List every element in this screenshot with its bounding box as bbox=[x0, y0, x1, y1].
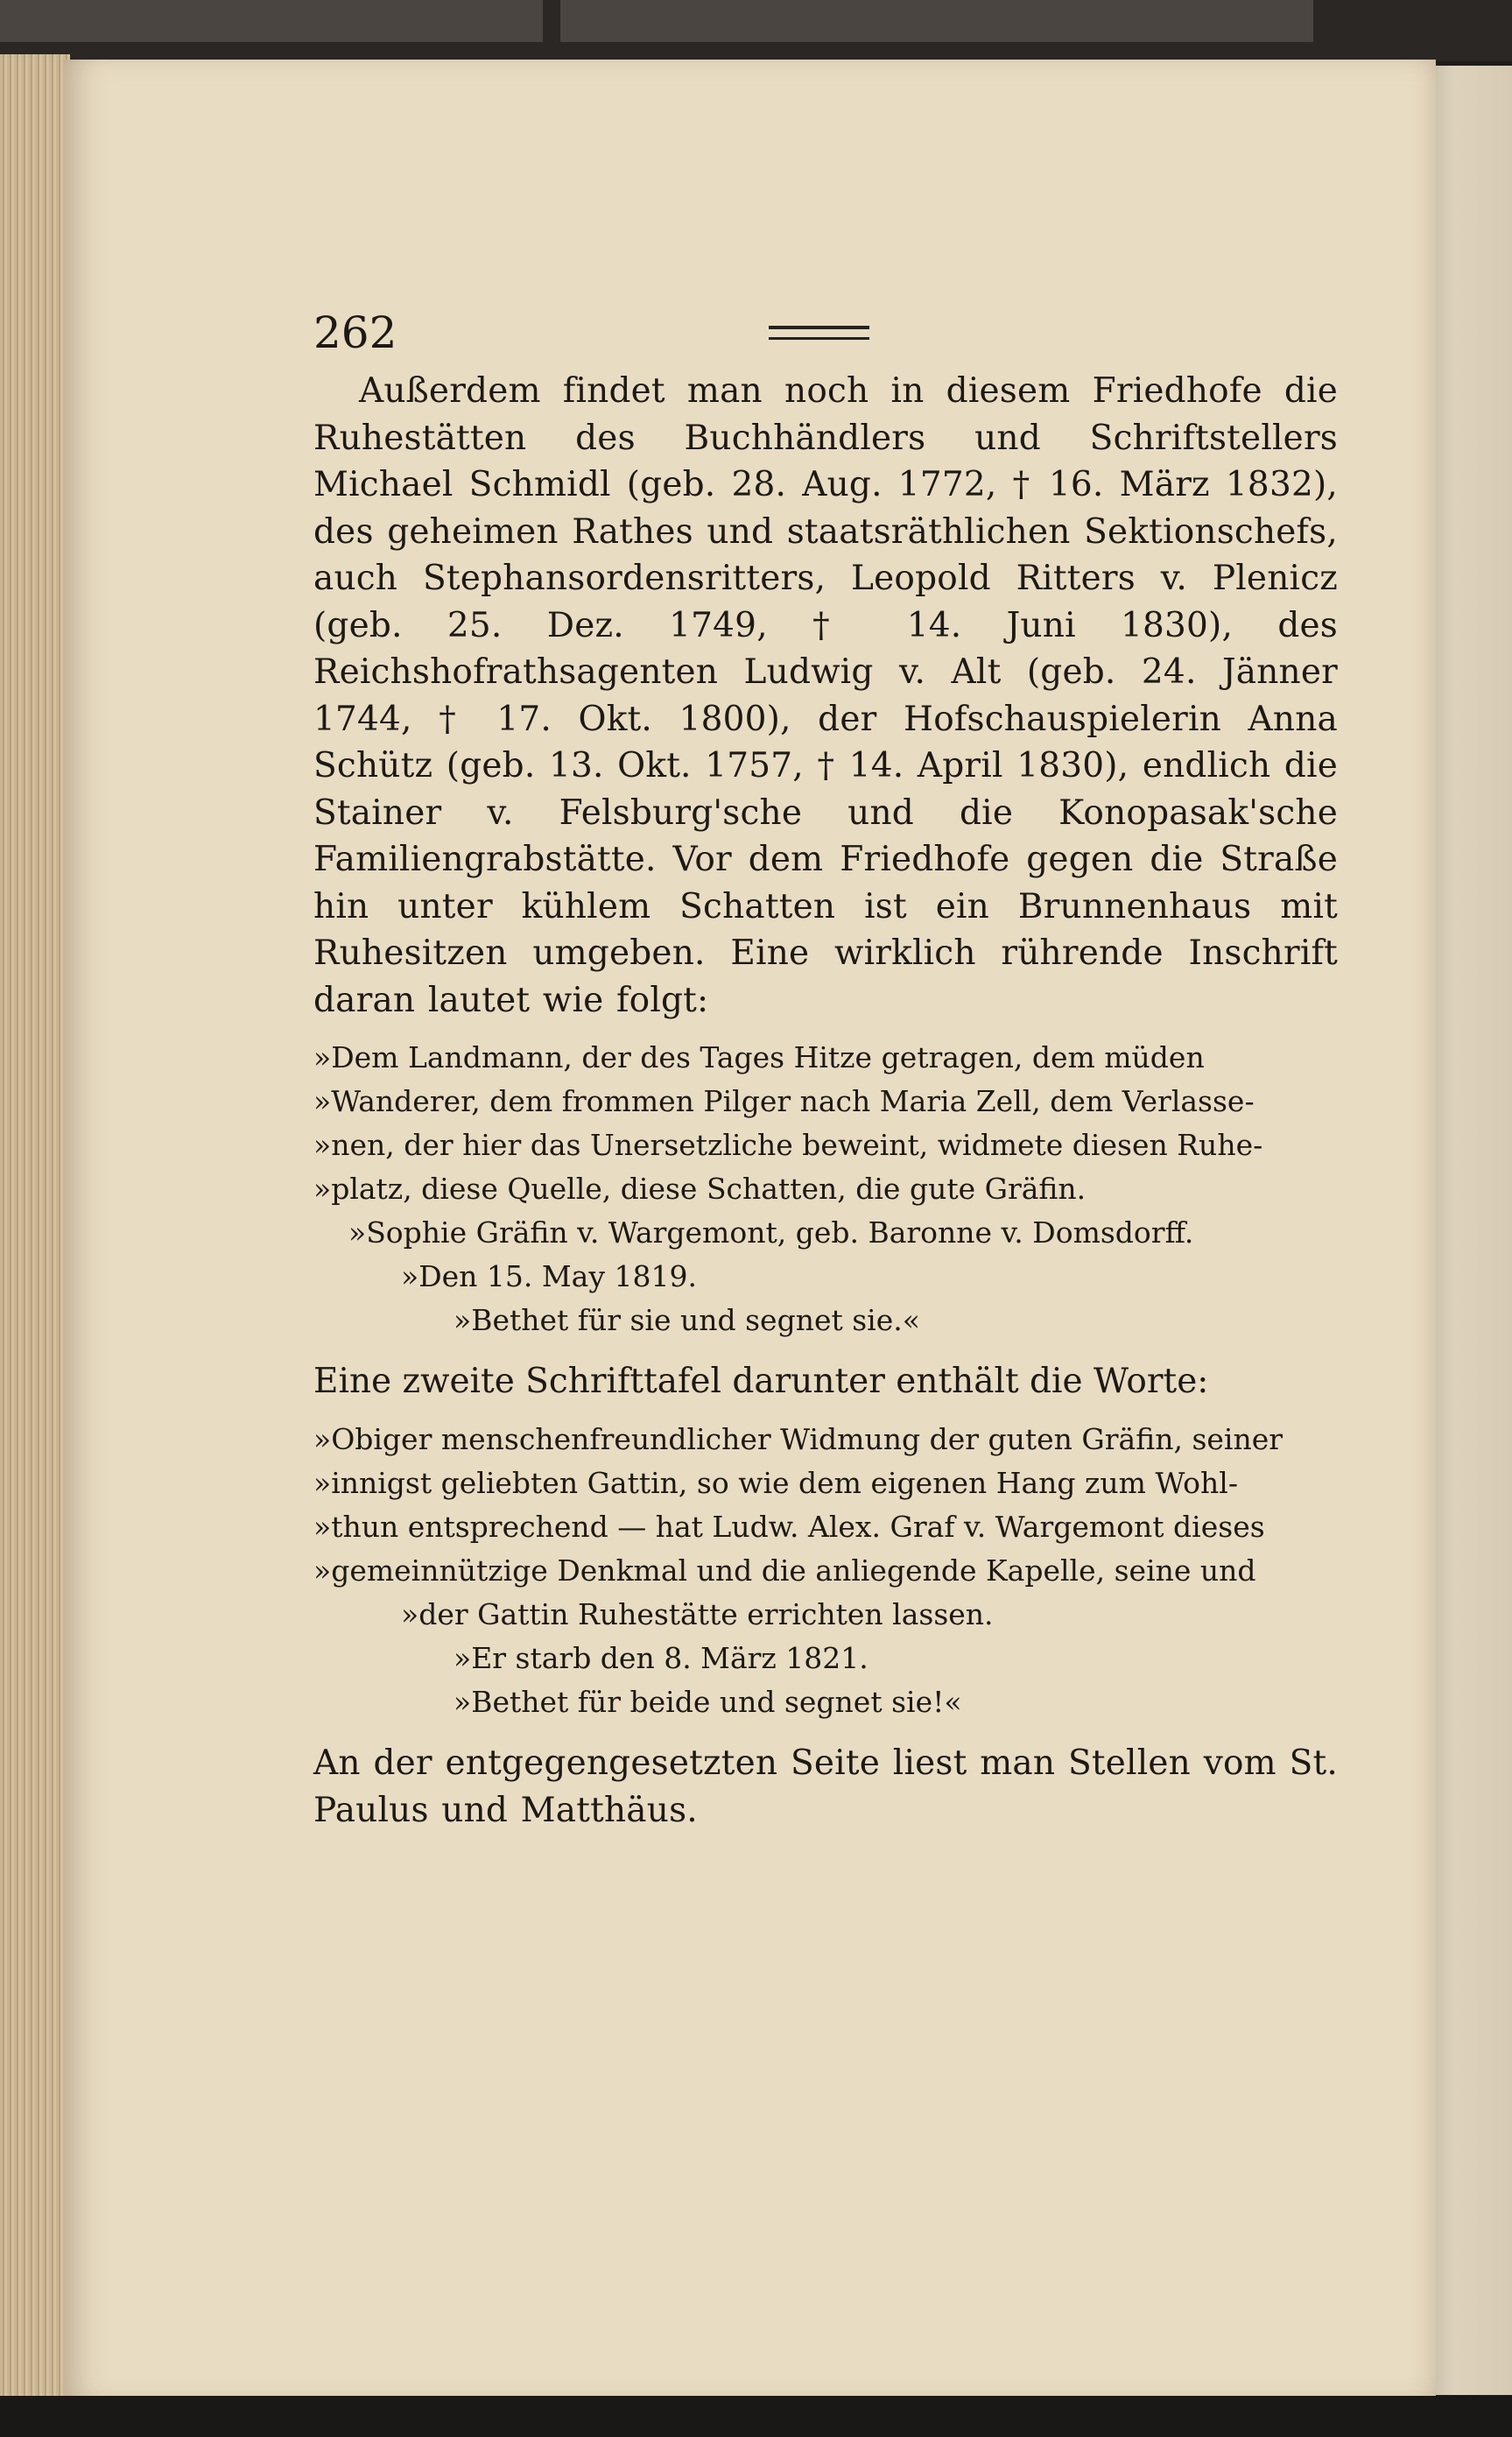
inscription-1 bbox=[313, 1036, 1338, 1342]
inscription-line: »Obiger menschenfreundlicher Widmung der guten Gräfin, seiner bbox=[313, 1422, 1283, 1456]
inscription-2 bbox=[313, 1418, 1338, 1724]
inscription-line: »der Gattin Ruhestätte errichten lassen. bbox=[401, 1597, 994, 1631]
top-edge-shadow bbox=[0, 0, 543, 42]
paragraph-text: An der entgegengesetzten Seite liest man Stellen vom St. Paulus und Matthäus. bbox=[313, 1743, 1338, 1830]
body-paragraph-1 bbox=[313, 368, 1338, 1024]
page-content bbox=[313, 306, 1338, 1834]
page-header bbox=[313, 306, 1338, 368]
top-background-strip bbox=[0, 0, 1512, 61]
inscription-line: »platz, diese Quelle, diese Schatten, die gute Gräfin. bbox=[313, 1172, 1087, 1206]
inscription-2-intro: Eine zweite Schrifttafel darunter enthält die Worte: bbox=[313, 1362, 1209, 1401]
page-number: 262 bbox=[313, 307, 397, 358]
body-paragraph-2 bbox=[313, 1740, 1338, 1834]
top-edge-shadow bbox=[560, 0, 1313, 42]
inscription-date: »Den 15. May 1819. bbox=[401, 1259, 697, 1293]
inscription-line: »thun entsprechend — hat Ludw. Alex. Graf v. Wargemont dieses bbox=[313, 1510, 1265, 1544]
bottom-background-strip bbox=[0, 2396, 1512, 2437]
inscription-date: »Er starb den 8. März 1821. bbox=[454, 1641, 869, 1675]
book-page-edges bbox=[0, 54, 70, 2401]
inscription-closing: »Bethet für sie und segnet sie.« bbox=[454, 1303, 920, 1337]
header-ornament-rule bbox=[769, 326, 869, 340]
inscription-line: »gemeinnützige Denkmal und die anliegende Kapelle, seine und bbox=[313, 1553, 1256, 1588]
inscription-closing: »Bethet für beide und segnet sie!« bbox=[454, 1685, 962, 1719]
paragraph-text: Außerdem findet man noch in diesem Friedhofe die Ruhestätten des Buchhändlers und Schriftstellers Michael Schmidl (geb. 28. Aug. 1772, † 16. März 1832), des geheimen Rathes und staatsräthlichen Sektionschefs, auch Stephansordensritters, Leopold Ritters v. Plenicz (geb. 25. Dez. 1749, † 14. Juni 1830), des Reichshofrathsagenten Ludwig v. Alt (geb. 24. Jänner 1744, † 17. Okt. 1800), der Hofschauspielerin Anna Schütz (geb. 13. Okt. 1757, † 14. April 1830), endlich die Stainer v. Felsburg'sche und die Konopasak'sche Familiengrabstätte. Vor dem Friedhofe gegen die Straße hin unter kühlem Schatten ist ein Brunnenhaus mit Ruhesitzen umgeben. Eine wirklich rührende Inschrift daran lautet wie folgt: bbox=[313, 371, 1338, 1020]
inscription-line: »Dem Landmann, der des Tages Hitze getragen, dem müden bbox=[313, 1040, 1205, 1074]
inscription-line: »nen, der hier das Unersetzliche beweint, widmete diesen Ruhe- bbox=[313, 1128, 1263, 1162]
inscription-line: »innigst geliebten Gattin, so wie dem eigenen Hang zum Wohl- bbox=[313, 1466, 1238, 1500]
inscription-signature: »Sophie Gräfin v. Wargemont, geb. Baronne v. Domsdorff. bbox=[348, 1215, 1194, 1250]
inscription-line: »Wanderer, dem frommen Pilger nach Maria Zell, dem Verlasse- bbox=[313, 1084, 1255, 1118]
